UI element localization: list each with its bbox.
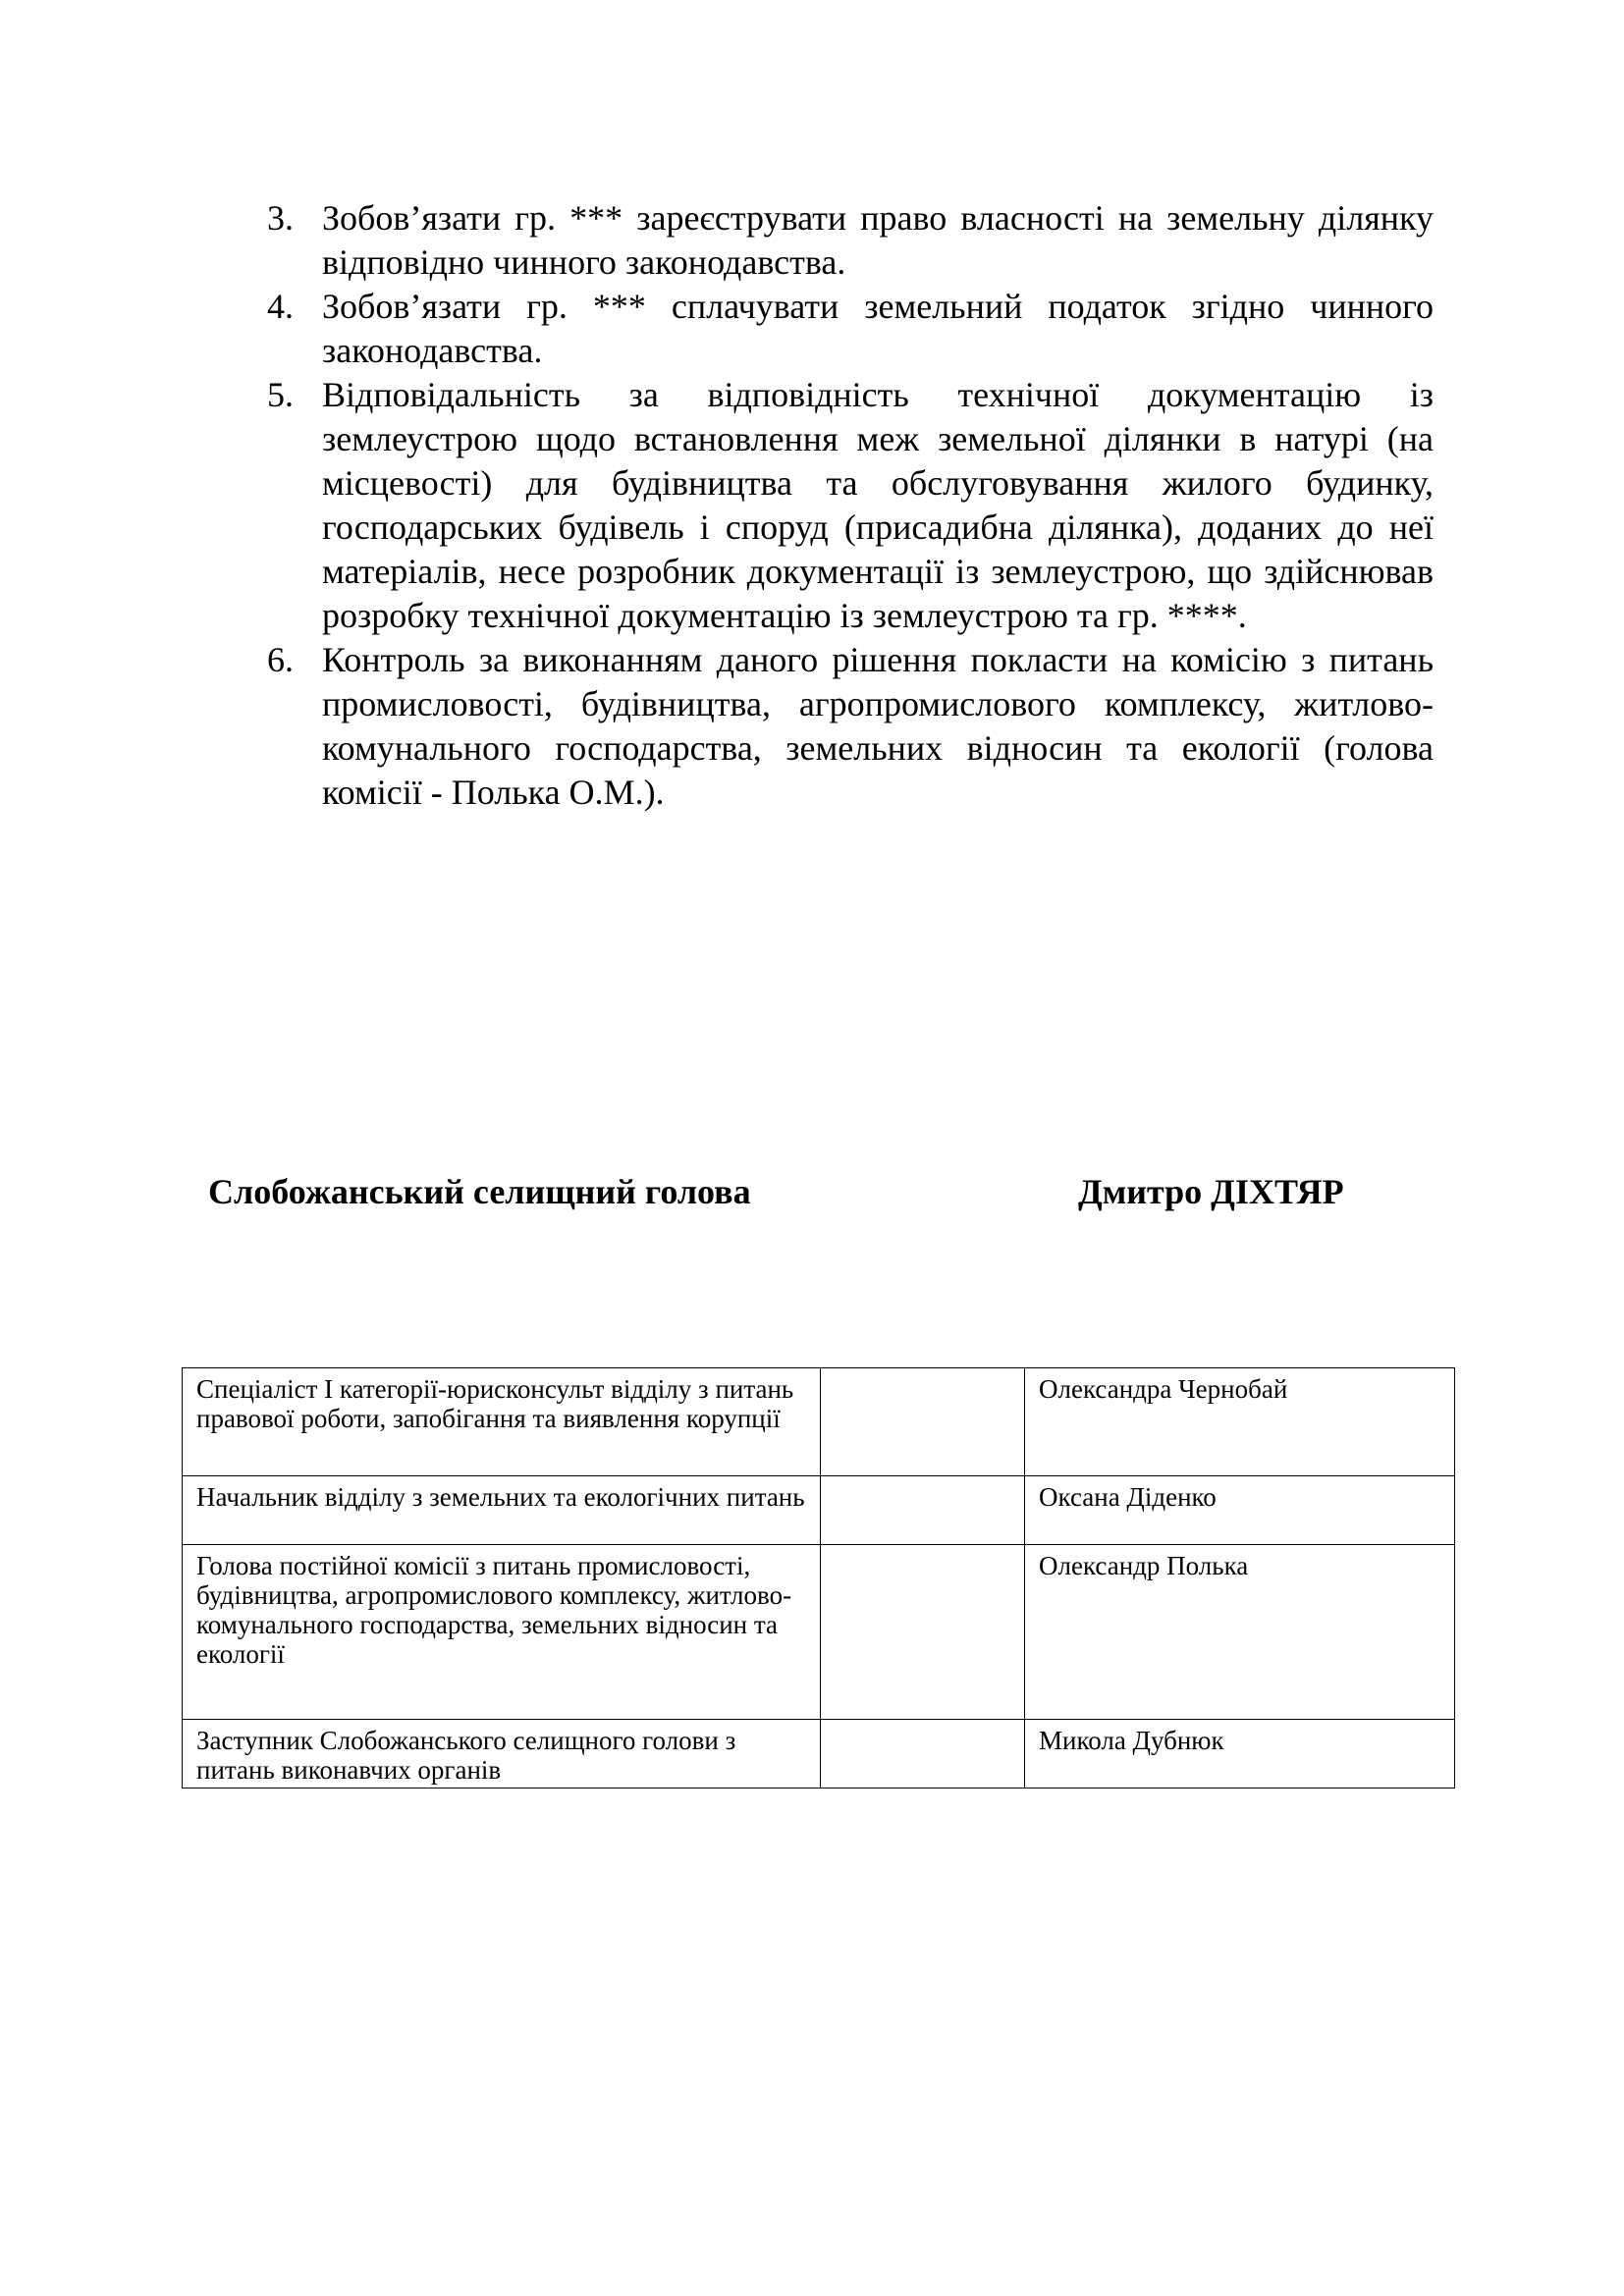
signatory-title: Слобожанський селищний голова: [208, 1172, 751, 1211]
table-row: [183, 1720, 1455, 1789]
approver-signature-cell: [821, 1476, 1025, 1545]
approver-position: Начальник відділу з земельних та екологічних питань: [183, 1476, 821, 1545]
table-row: [183, 1368, 1455, 1476]
approver-position: Голова постійної комісії з питань промисловості, будівництва, агропромислового комплексу, житлово-комунального господарства, земельних відносин та екології: [183, 1545, 821, 1720]
signature-block: [0, 1171, 1624, 1220]
approval-table: [182, 1367, 1455, 1789]
decision-text: Контроль за виконанням даного рішення покласти на комісію з питань промисловості, будівництва, агропромислового комплексу, житлово-комунального господарства, земельних відносин та екології (голова комісії - Полька О.М.).: [322, 640, 1434, 812]
table-row: [183, 1476, 1455, 1545]
decision-item-6: [267, 638, 1434, 815]
decision-number: 6.: [267, 640, 294, 679]
decision-list: [267, 196, 1434, 815]
approver-position: Спеціаліст І категорії-юрисконсульт відділу з питань правової роботи, запобігання та виявлення корупції: [183, 1368, 821, 1476]
approver-name: Оксана Діденко: [1025, 1476, 1455, 1545]
decision-text: Зобов’язати гр. *** сплачувати земельний податок згідно чинного законодавства.: [322, 287, 1434, 370]
table-row: [183, 1545, 1455, 1720]
decision-item-4: [267, 285, 1434, 373]
approver-name: Микола Дубнюк: [1025, 1720, 1455, 1789]
decision-number: 3.: [267, 198, 294, 238]
decision-item-5: [267, 373, 1434, 638]
decision-item-3: [267, 196, 1434, 285]
approver-position: Заступник Слобожанського селищного голови з питань виконавчих органів: [183, 1720, 821, 1789]
approver-signature-cell: [821, 1545, 1025, 1720]
signatory-name: Дмитро ДІХТЯР: [1078, 1172, 1344, 1211]
approver-name: Олександра Чернобай: [1025, 1368, 1455, 1476]
decision-text: Зобов’язати гр. *** зареєструвати право власності на земельну ділянку відповідно чинного законодавства.: [322, 198, 1434, 282]
approver-signature-cell: [821, 1368, 1025, 1476]
approver-name: Олександр Полька: [1025, 1545, 1455, 1720]
decision-number: 5.: [267, 375, 294, 414]
decision-text: Відповідальність за відповідність технічної документацію із землеустрою щодо встановлення меж земельної ділянки в натурі (на місцевості) для будівництва та обслуговування жилого будинку, господарських будівель і споруд (присадибна ділянка), доданих до неї матеріалів, несе розробник документації із землеустрою, що здійснював розробку технічної документацію із землеустрою та гр. ****.: [322, 375, 1434, 635]
approver-signature-cell: [821, 1720, 1025, 1789]
decision-number: 4.: [267, 287, 294, 326]
